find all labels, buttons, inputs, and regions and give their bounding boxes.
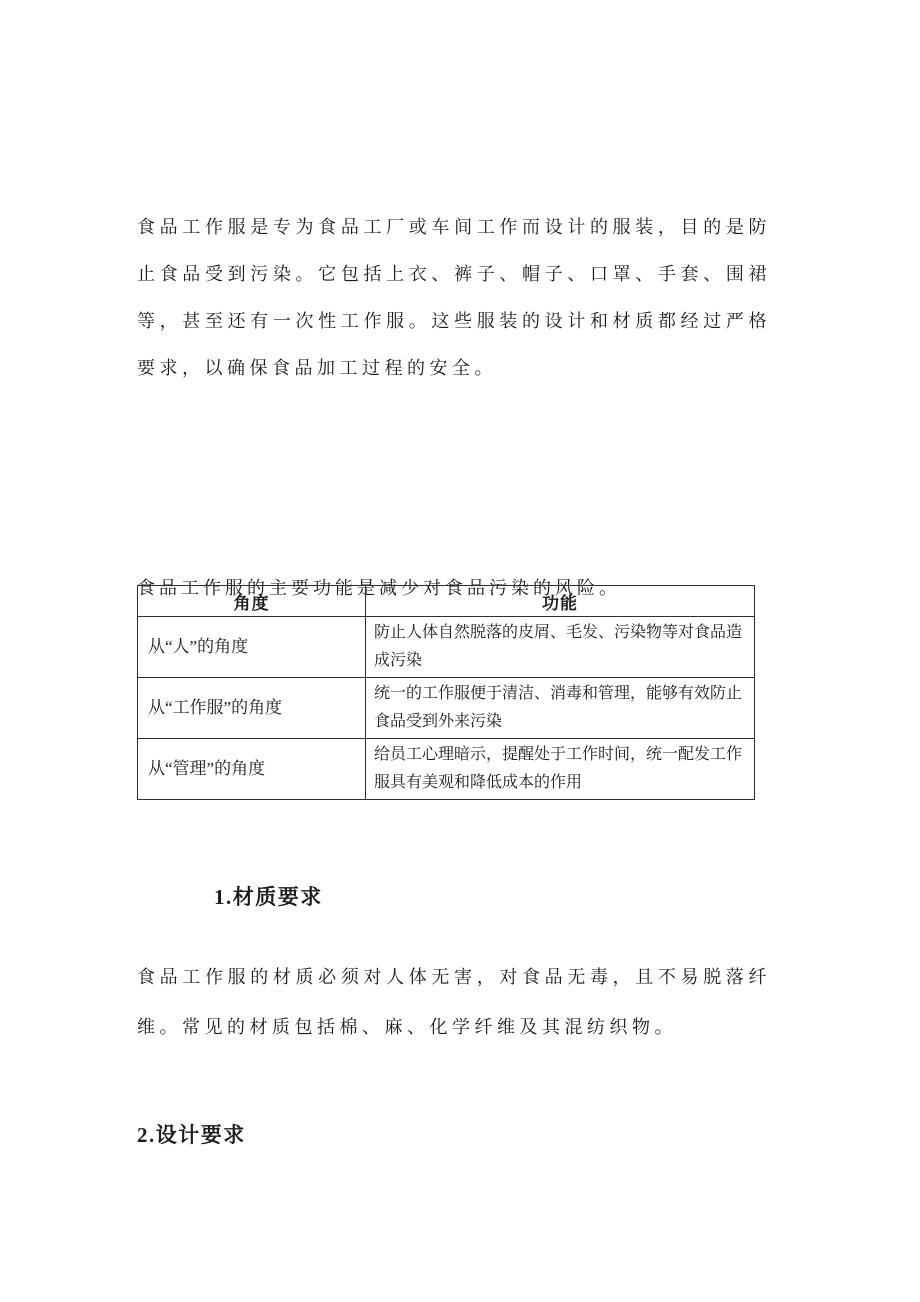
table-cell-angle-workwear: 从“工作服”的角度 <box>138 678 366 739</box>
table-row <box>138 678 755 739</box>
table-header-angle: 角度 <box>138 586 366 617</box>
functions-table <box>137 585 755 800</box>
table-cell-angle-person: 从“人”的角度 <box>138 617 366 678</box>
table-cell-function-management: 给员工心理暗示，提醒处于工作时间，统一配发工作服具有美观和降低成本的作用 <box>366 739 755 800</box>
material-paragraph: 食品工作服的材质必须对人体无害，对食品无毒，且不易脱落纤维。常见的材质包括棉、麻、化学纤维及其混纺织物。 <box>137 967 771 1037</box>
section-heading-material: 1.材质要求 <box>214 885 323 909</box>
table-header-row <box>138 586 755 617</box>
section-heading-design: 2.设计要求 <box>137 1123 246 1147</box>
table-row <box>138 617 755 678</box>
table-cell-angle-management: 从“管理”的角度 <box>138 739 366 800</box>
table-row <box>138 739 755 800</box>
table-intro-line: 食品工作服的主要功能是减少对食品污染的风险。 <box>137 578 621 598</box>
table-cell-function-workwear: 统一的工作服便于清洁、消毒和管理，能够有效防止食品受到外来污染 <box>366 678 755 739</box>
table-header-function: 功能 <box>366 586 755 617</box>
table-cell-function-person: 防止人体自然脱落的皮屑、毛发、污染物等对食品造成污染 <box>366 617 755 678</box>
intro-paragraph: 食品工作服是专为食品工厂或车间工作而设计的服装，目的是防止食品受到污染。它包括上衣、裤子、帽子、口罩、手套、围裙等，甚至还有一次性工作服。这些服装的设计和材质都经过严格要求，以确保食品加工过程的安全。 <box>137 217 771 378</box>
